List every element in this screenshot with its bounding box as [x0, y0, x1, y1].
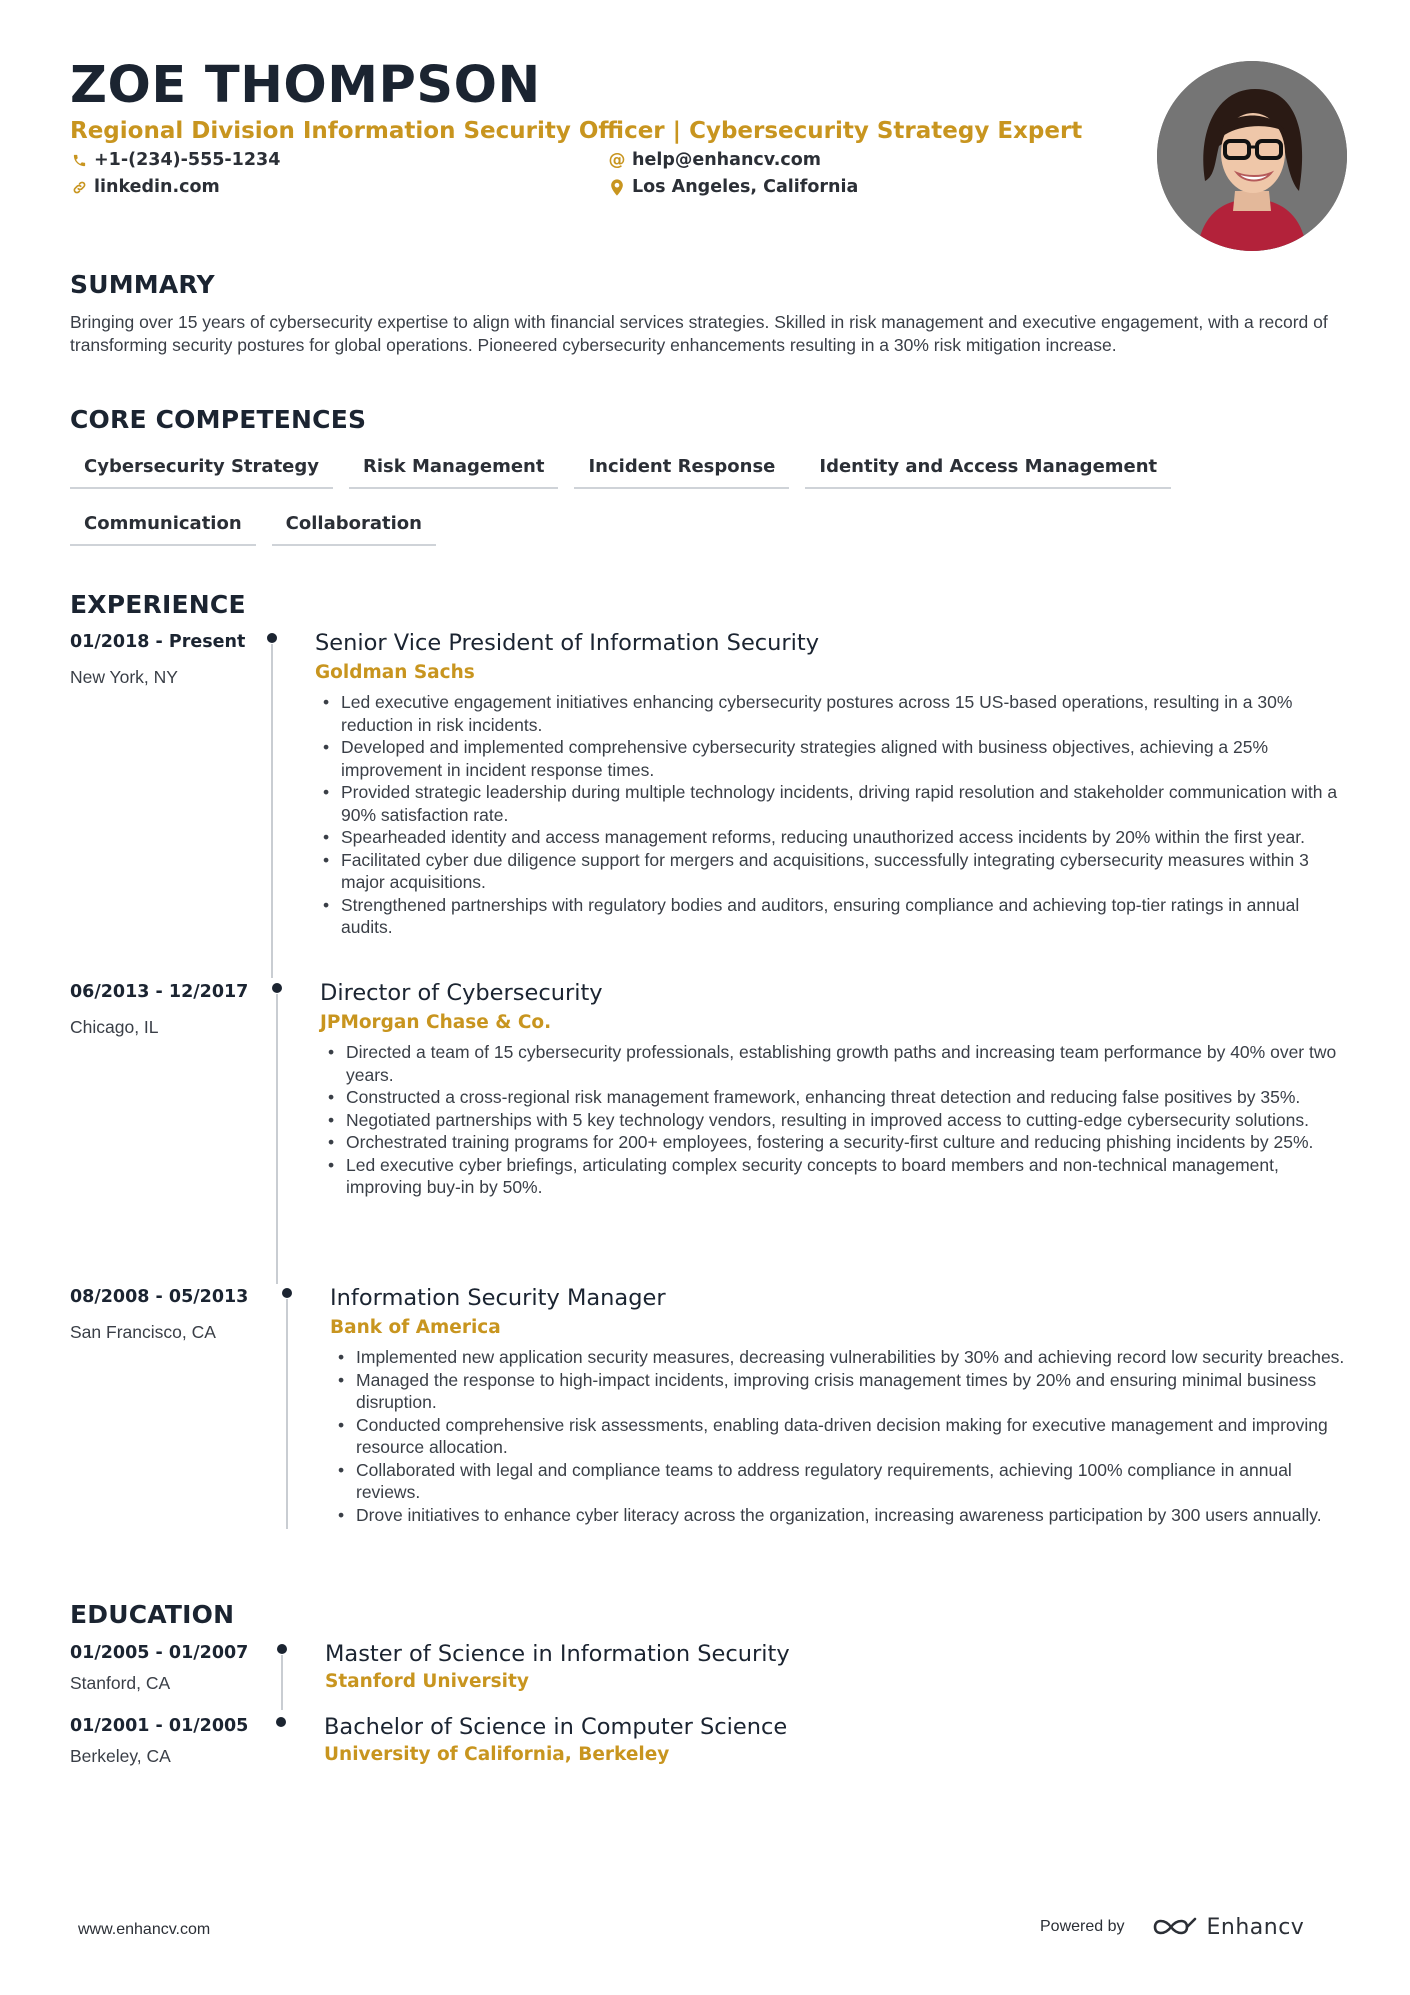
skill-tag: Communication	[70, 507, 256, 546]
summary-text: Bringing over 15 years of cybersecurity expertise to align with financial services strategies. Skilled in risk management and executive engagement, with a record of transforming security postures for global operations. Pioneered cybersecurity enhancements resulting in a 30% risk mitigation increase.	[70, 312, 1328, 355]
skill-tag: Identity and Access Management	[805, 450, 1171, 489]
degree-title: Bachelor of Science in Computer Science	[324, 1714, 788, 1740]
linkedin-text: linkedin.com	[94, 177, 220, 197]
bullet-item: • Developed and implemented comprehensive cybersecurity strategies aligned with business objectives, achieving a 25% improvement in incident response times.	[315, 736, 1350, 781]
footer-website[interactable]: www.enhancv.com	[78, 1921, 211, 1938]
at-sign-icon: @	[608, 150, 626, 170]
entry-content	[324, 1714, 1224, 1765]
infinity-logo-icon	[1151, 1914, 1199, 1940]
map-pin-icon	[608, 178, 626, 196]
entry-content	[315, 630, 1350, 939]
candidate-title: Regional Division Information Security Officer | Cybersecurity Strategy Expert	[70, 118, 1083, 144]
entry-role: Director of Cybersecurity	[320, 980, 603, 1006]
entry-location: Stanford, CA	[70, 1673, 171, 1693]
profile-photo	[1157, 61, 1347, 251]
timeline-dot	[277, 1644, 287, 1654]
entry-role: Senior Vice President of Information Security	[315, 630, 820, 656]
bullet-item: • Drove initiatives to enhance cyber literacy across the organization, increasing awareness participation by 300 users annually.	[330, 1504, 1350, 1527]
entry-date: 06/2013 - 12/2017	[70, 982, 249, 1002]
bullet-item: • Managed the response to high-impact incidents, improving crisis management times by 20% and ensuring minimal business disruption.	[330, 1369, 1350, 1414]
entry-location: Berkeley, CA	[70, 1746, 171, 1766]
contact-email[interactable]	[608, 150, 821, 170]
degree-title: Master of Science in Information Security	[325, 1641, 790, 1667]
entry-company: Goldman Sachs	[315, 662, 475, 683]
competences-list	[70, 450, 1360, 546]
entry-role: Information Security Manager	[330, 1285, 666, 1311]
entry-location: New York, NY	[70, 667, 178, 687]
school-name: Stanford University	[325, 1671, 529, 1692]
timeline-line	[276, 994, 278, 1284]
footer-branding	[1040, 1914, 1304, 1940]
bullet-item: • Collaborated with legal and compliance teams to address regulatory requirements, achieving 100% compliance in annual reviews.	[330, 1459, 1350, 1504]
entry-location: Chicago, IL	[70, 1017, 159, 1037]
school-name: University of California, Berkeley	[324, 1744, 670, 1765]
contact-location	[608, 177, 858, 197]
timeline-dot	[272, 983, 282, 993]
entry-content	[330, 1285, 1350, 1526]
experience-heading: EXPERIENCE	[70, 590, 246, 619]
brand-name: Enhancv	[1206, 1914, 1305, 1940]
entry-date: 01/2001 - 01/2005	[70, 1716, 249, 1736]
bullet-item: • Negotiated partnerships with 5 key technology vendors, resulting in improved access to cutting-edge cybersecurity solutions.	[320, 1109, 1350, 1132]
entry-bullets	[330, 1346, 1350, 1526]
entry-bullets	[320, 1041, 1350, 1199]
skill-tag: Risk Management	[349, 450, 558, 489]
entry-bullets	[315, 691, 1350, 939]
link-icon	[70, 178, 88, 196]
bullet-item: • Spearheaded identity and access management reforms, reducing unauthorized access incidents by 20% within the first year.	[315, 826, 1350, 849]
entry-content	[320, 980, 1350, 1199]
entry-company: JPMorgan Chase & Co.	[320, 1012, 552, 1033]
email-text: help@enhancv.com	[632, 150, 822, 170]
bullet-item: • Directed a team of 15 cybersecurity professionals, establishing growth paths and increasing team performance by 40% over two years.	[320, 1041, 1350, 1086]
timeline-dot	[267, 633, 277, 643]
bullet-item: • Facilitated cyber due diligence support for mergers and acquisitions, successfully integrating cybersecurity measures within 3 major acquisitions.	[315, 849, 1350, 894]
contact-linkedin[interactable]	[70, 177, 220, 197]
timeline-line	[271, 644, 273, 978]
bullet-item: • Provided strategic leadership during multiple technology incidents, driving rapid resolution and stakeholder communication with a 90% satisfaction rate.	[315, 781, 1350, 826]
bullet-item: • Strengthened partnerships with regulatory bodies and auditors, ensuring compliance and achieving top-tier ratings in annual audits.	[315, 894, 1350, 939]
enhancv-logo[interactable]	[1151, 1914, 1305, 1940]
phone-text: +1-(234)-555-1234	[94, 150, 281, 170]
bullet-item: • Constructed a cross-regional risk management framework, enhancing threat detection and reducing false positives by 35%.	[320, 1086, 1350, 1109]
entry-date: 01/2018 - Present	[70, 632, 246, 652]
bullet-item: • Led executive engagement initiatives enhancing cybersecurity postures across 15 US-based operations, resulting in a 30% reduction in risk incidents.	[315, 691, 1350, 736]
timeline-dot	[282, 1288, 292, 1298]
skill-tag: Collaboration	[272, 507, 436, 546]
entry-date: 08/2008 - 05/2013	[70, 1287, 249, 1307]
bullet-item: • Implemented new application security measures, decreasing vulnerabilities by 30% and achieving record low security breaches.	[330, 1346, 1350, 1369]
competences-heading: CORE COMPETENCES	[70, 405, 367, 434]
phone-icon	[70, 151, 88, 169]
skill-tag: Cybersecurity Strategy	[70, 450, 333, 489]
bullet-item: • Conducted comprehensive risk assessments, enabling data-driven decision making for executive management and improving resource allocation.	[330, 1414, 1350, 1459]
timeline-dot	[276, 1717, 286, 1727]
entry-company: Bank of America	[330, 1317, 501, 1338]
skill-tag: Incident Response	[574, 450, 789, 489]
bullet-item: • Led executive cyber briefings, articulating complex security concepts to board members and non-technical management, improving buy-in by 50%.	[320, 1154, 1350, 1199]
location-text: Los Angeles, California	[632, 177, 859, 197]
candidate-name: ZOE THOMPSON	[70, 56, 541, 115]
summary-heading: SUMMARY	[70, 270, 215, 299]
timeline-line	[281, 1655, 283, 1710]
entry-content	[325, 1641, 1225, 1692]
powered-by-text: Powered by	[1040, 1918, 1125, 1935]
entry-date: 01/2005 - 01/2007	[70, 1643, 249, 1663]
entry-location: San Francisco, CA	[70, 1322, 216, 1342]
contact-phone[interactable]	[70, 150, 280, 170]
education-heading: EDUCATION	[70, 1600, 235, 1629]
timeline-line	[286, 1299, 288, 1529]
bullet-item: • Orchestrated training programs for 200+ employees, fostering a security-first culture and reducing phishing incidents by 25%.	[320, 1131, 1350, 1154]
